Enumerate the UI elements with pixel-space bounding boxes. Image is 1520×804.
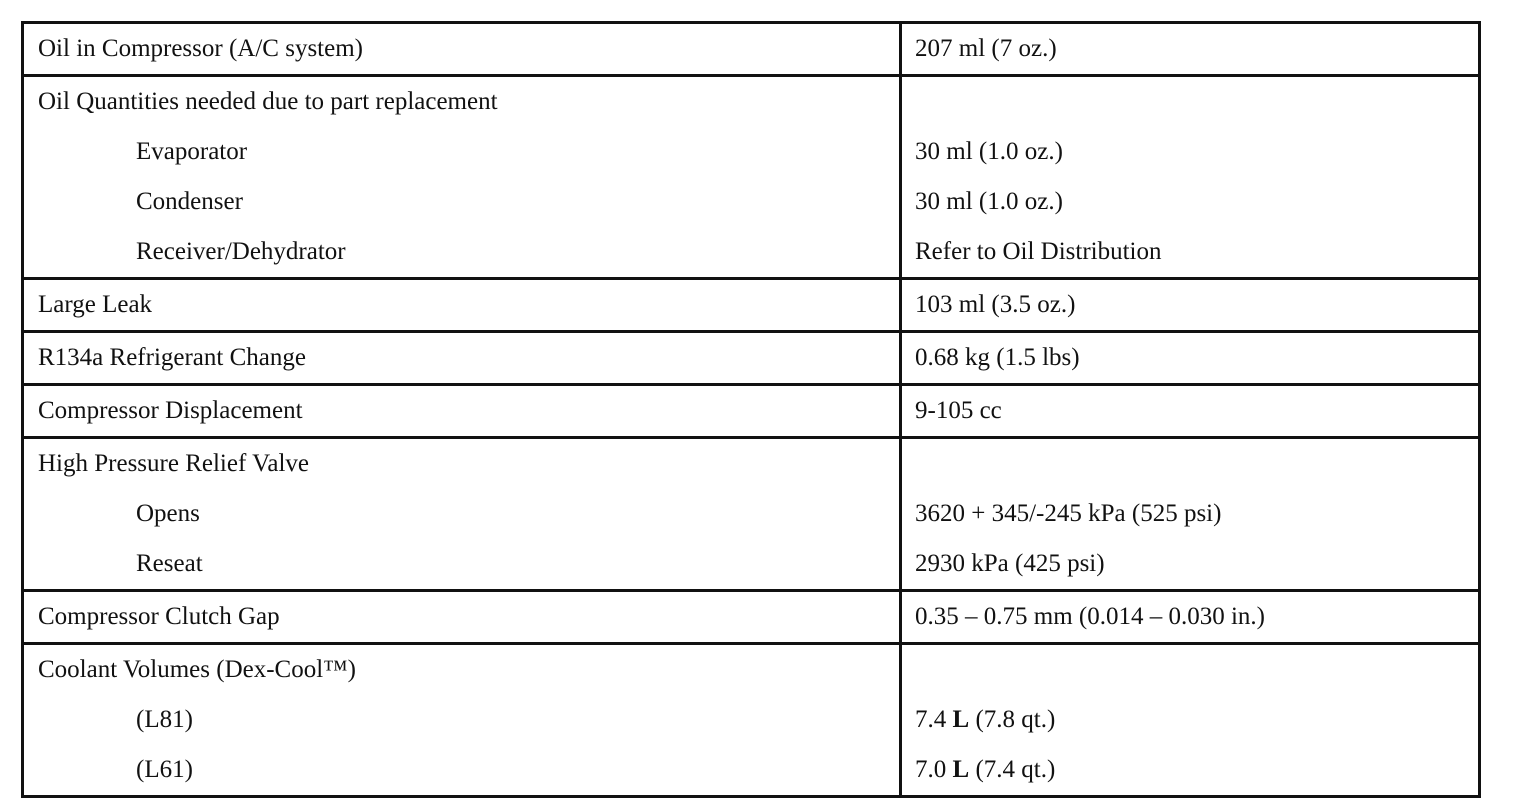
spec-value: 207 ml (7 oz.) [915,35,1057,62]
table-row [23,332,1480,385]
table-row [23,385,1480,438]
spec-sub-label: (L61) [136,756,193,783]
coolant-volume-unit: L [952,756,970,783]
spec-sub-value: Refer to Oil Distribution [915,238,1162,265]
table-row [23,23,1480,76]
spec-label: R134a Refrigerant Change [38,344,306,371]
spec-sub-value [902,695,1478,745]
spec-value: 0.68 kg (1.5 lbs) [915,344,1080,371]
spec-sub-label: Evaporator [136,138,248,165]
spec-sub-label: (L81) [136,706,193,733]
coolant-volume-number: 7.4 [915,706,947,733]
spec-label-cell [23,438,901,591]
spec-value: 0.35 – 0.75 mm (0.014 – 0.030 in.) [915,603,1265,630]
spec-value-cell [901,76,1480,279]
spec-label-cell [23,279,901,332]
coolant-volume-quarts: (7.8 qt.) [975,706,1056,733]
spec-label: Oil Quantities needed due to part replacement [38,88,498,115]
spec-label: Compressor Clutch Gap [38,603,280,630]
spec-label-cell [23,591,901,644]
spec-label: Oil in Compressor (A/C system) [38,35,363,62]
table-row [23,279,1480,332]
spec-value-cell [901,385,1480,438]
spec-label-cell [23,332,901,385]
coolant-volume-number: 7.0 [915,756,947,783]
coolant-volume-unit: L [952,706,970,733]
spec-sub-value [902,745,1478,795]
spec-label-cell [23,76,901,279]
table-row [23,76,1480,279]
table-row [23,438,1480,591]
spec-value: 103 ml (3.5 oz.) [915,291,1076,318]
spec-value [902,77,1478,127]
spec-sub-label: Receiver/Dehydrator [136,238,346,265]
spec-sub-label: Reseat [136,550,203,577]
spec-sub-value: 2930 kPa (425 psi) [915,550,1105,577]
spec-label: Large Leak [38,291,153,318]
spec-sub-value: 30 ml (1.0 oz.) [915,138,1063,165]
spec-label-cell [23,23,901,76]
spec-sub-value: 3620 + 345/-245 kPa (525 psi) [915,500,1222,527]
table-row [23,591,1480,644]
spec-value-cell [901,644,1480,797]
spec-label: Coolant Volumes (Dex-Cool™) [38,656,357,683]
spec-value [902,645,1478,695]
spec-label-cell [23,385,901,438]
spec-sub-value: 30 ml (1.0 oz.) [915,188,1063,215]
spec-value: 9-105 cc [915,397,1002,424]
specification-table [21,21,1481,798]
spec-value-cell [901,23,1480,76]
spec-value [902,439,1478,489]
table-row [23,644,1480,797]
spec-label: High Pressure Relief Valve [38,450,310,477]
spec-label: Compressor Displacement [38,397,303,424]
coolant-volume-quarts: (7.4 qt.) [975,756,1056,783]
spec-value-cell [901,438,1480,591]
spec-value-cell [901,332,1480,385]
spec-label-cell [23,644,901,797]
spec-value-cell [901,591,1480,644]
spec-sub-label: Opens [136,500,200,527]
spec-value-cell [901,279,1480,332]
spec-sub-label: Condenser [136,188,243,215]
